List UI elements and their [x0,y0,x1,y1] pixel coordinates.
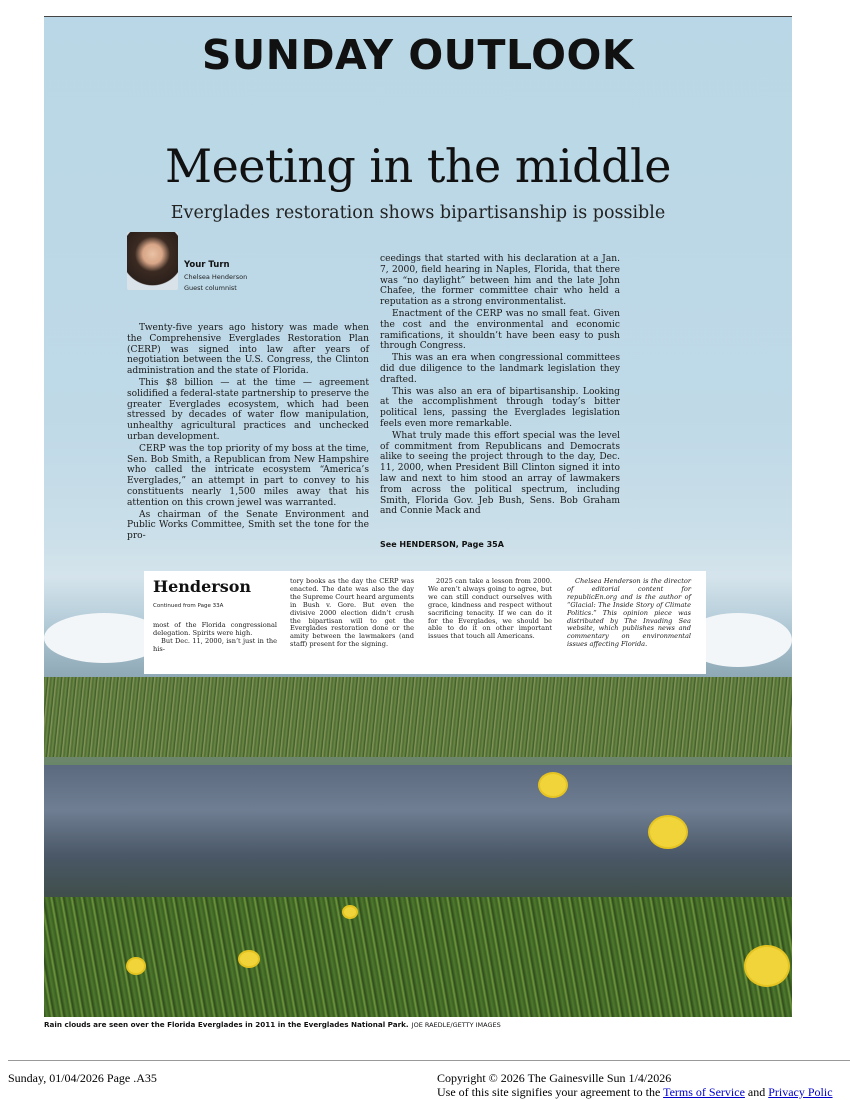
paragraph: ceedings that started with his declaration at a Jan. 7, 2000, field hearing in Naples, Florida, that there was “no daylight” between him and the late John Chafee, the former committee chair who held a reputation as a strong environmentalist. [380,254,620,308]
photo-credit: JOE RAEDLE/GETTY IMAGES [411,1021,501,1029]
paragraph: Enactment of the CERP was no small feat. Given the cost and the environmental and economic ramifications, it shouldn’t have been easy to push through Congress. [380,308,620,352]
byline-label: Your Turn [184,260,230,270]
author-photo [127,232,178,290]
usage-line [437,1085,850,1099]
paragraph: most of the Florida congressional delegation. Spirits were high. [153,621,277,637]
flower [240,952,258,966]
author-name: Chelsea Henderson [184,273,248,281]
paragraph: This was an era when congressional committees did due diligence to the landmark legislation they drafted. [380,353,620,385]
paragraph: tory books as the day the CERP was enacted. The date was also the day the Supreme Court heard arguments in Bush v. Gore. But even the divisive 2000 election didn’t crush the bipartisan will to get the Everglades restoration done or the amity between the lawmakers (and staff) present for the signing. [290,577,414,649]
paragraph: This $8 billion — at the time — agreement solidified a federal-state partnership to preserve the greater Everglades ecosystem, which had been stressed by decades of water flow manipulation, unhealthy agricultural practices and unchecked urban development. [127,377,369,442]
jump-column-3 [428,578,552,641]
photo-grass [44,897,792,1017]
jump-continued: Continued from Page 33A [153,603,224,609]
footer-copyright-block [437,1071,850,1099]
jump-column-1 [153,622,277,654]
and-text: and [747,1085,766,1099]
footer-date-page: Sunday, 01/04/2026 Page .A35 [8,1071,157,1085]
subhead: Everglades restoration shows bipartisanship is possible [170,203,666,223]
paragraph: This was also an era of bipartisanship. Looking at the accomplishment through today’s bitter political lens, passing the Everglades legislation feels even more remarkable. [380,386,620,429]
jump-title: Henderson [153,577,252,596]
flower [128,959,144,973]
paragraph: As chairman of the Senate Environment and Public Works Committee, Smith set the tone for the pro- [127,509,369,542]
flower [540,774,566,796]
author-role: Guest columnist [184,284,237,292]
caption-text: Rain clouds are seen over the Florida Everglades in 2011 in the Everglades National Park. [44,1020,409,1029]
photo-reeds [44,677,792,757]
article-column-right [380,254,620,518]
paragraph: Chelsea Henderson is the director of editorial content for republicEn.org and is the author of “Glacial: The Inside Story of Climate Politics.” This opinion piece was distributed by The Invading Sea website, which publishes news and commentary on environmental issues affecting Florida. [567,577,691,649]
footer-rule [8,1060,850,1061]
author-bio [567,578,691,649]
copyright-line: Copyright © 2026 The Gainesville Sun 1/4/2026 [437,1071,672,1085]
jump-reference: See HENDERSON, Page 35A [380,540,504,549]
headline: Meeting in the middle [164,139,671,193]
jump-box [144,571,706,674]
paragraph: 2025 can take a lesson from 2000. We aren’t always going to agree, but we can still conduct ourselves with grace, kindness and respect without sacrificing tenacity. If we can do it for the Everglades, we should be able to do it on other important issues that touch all Americans. [428,577,552,641]
paragraph: Twenty-five years ago history was made when the Comprehensive Everglades Restoration Plan (CERP) was signed into law after years of negotiation between the U.S. Congress, the Clinton administration and the state of Florida. [127,323,369,377]
photo-caption [44,1020,501,1029]
byline [127,232,327,292]
flower [746,947,788,985]
jump-column-2 [290,578,414,649]
flower [650,817,686,847]
flower [344,907,356,917]
privacy-policy-link[interactable]: Privacy Polic [768,1085,833,1099]
paragraph: CERP was the top priority of my boss at the time, Sen. Bob Smith, a Republican from New Hampshire who called the intricate ecosystem “America’s Everglades,” an attempt in part to convey to his constituents nearly 1,500 miles away that his attention on this crown jewel was warranted. [127,443,369,508]
section-title: SUNDAY OUTLOOK [201,31,635,79]
usage-text: Use of this site signifies your agreement to the [437,1085,661,1099]
paragraph: But Dec. 11, 2000, isn’t just in the his- [153,636,277,653]
terms-of-service-link[interactable]: Terms of Service [663,1085,745,1099]
article-column-left [127,323,369,543]
paragraph: What truly made this effort special was the level of commitment from Republicans and Democrats alike to seeing the project through to the day, Dec. 11, 2000, when President Bill Clinton signed it into law and next to him stood an array of lawmakers from across the political spectrum, including Smith, Florida Gov. Jeb Bush, Sens. Bob Graham and Connie Mack and [380,430,620,517]
